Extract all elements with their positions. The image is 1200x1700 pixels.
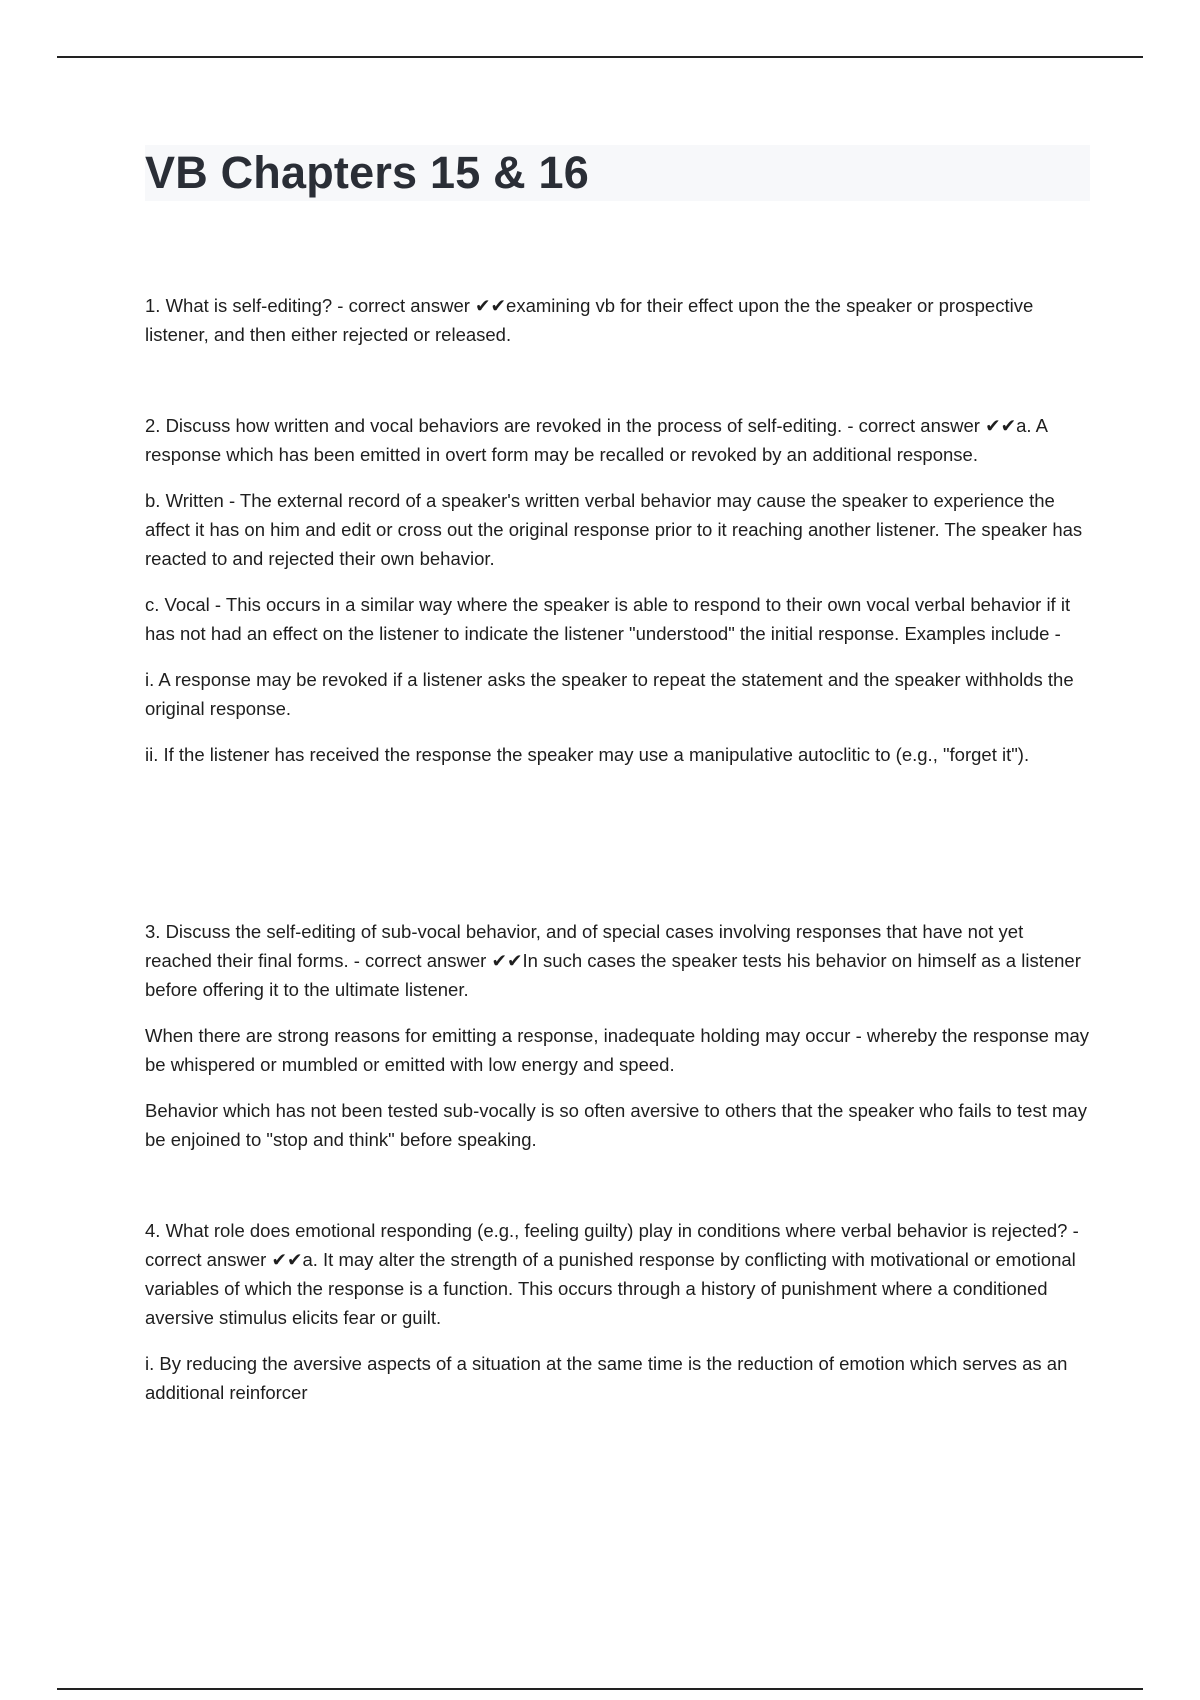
question-3-paragraph-3: Behavior which has not been tested sub-vocally is so often aversive to others that the speaker who fails to test may be enjoined to "stop and think" before speaking.: [145, 1100, 1087, 1150]
question-1: [145, 291, 1090, 366]
question-2-paragraph-2: b. Written - The external record of a speaker's written verbal behavior may cause the speaker to experience the affect it has on him and edit or cross out the original response prior to it reaching another listener. The speaker has reacted to and rejected their own behavior.: [145, 490, 1083, 569]
question-3-paragraph-1: 3. Discuss the self-editing of sub-vocal behavior, and of special cases involving responses that have not yet reached their final forms. - correct answer ✔✔In such cases the speaker tests his behavior on himself as a listener before offering it to the ultimate listener.: [145, 921, 1081, 1000]
question-1-paragraph-1: 1. What is self-editing? - correct answer ✔✔examining vb for their effect upon the the speaker or prospective listener, and then either rejected or released.: [145, 295, 1034, 345]
document-title: VB Chapters 15 & 16: [145, 147, 589, 198]
question-3-paragraph-2: When there are strong reasons for emitting a response, inadequate holding may occur - whereby the response may be whispered or mumbled or emitted with low energy and speed.: [145, 1025, 1090, 1075]
question-4: [145, 1216, 1090, 1424]
question-2-paragraph-4: i. A response may be revoked if a listener asks the speaker to repeat the statement and the speaker withholds the original response.: [145, 669, 1074, 719]
question-2-paragraph-5: ii. If the listener has received the response the speaker may use a manipulative autoclitic to (e.g., "forget it").: [145, 744, 1030, 765]
question-2: [145, 411, 1090, 786]
top-rule: [57, 56, 1143, 58]
question-4-paragraph-1: 4. What role does emotional responding (e.g., feeling guilty) play in conditions where verbal behavior is rejected? - correct answer ✔✔a. It may alter the strength of a punished response by conflicting with motivational or emotional variables of which the response is a function. This occurs through a history of punishment where a conditioned aversive stimulus elicits fear or guilt.: [145, 1220, 1079, 1328]
question-2-paragraph-1: 2. Discuss how written and vocal behaviors are revoked in the process of self-editing. - correct answer ✔✔a. A response which has been emitted in overt form may be recalled or revoked by an additional response.: [145, 415, 1047, 465]
question-2-paragraph-3: c. Vocal - This occurs in a similar way where the speaker is able to respond to their own vocal verbal behavior if it has not had an effect on the listener to indicate the listener "understood" the initial response. Examples include -: [145, 594, 1071, 644]
question-3: [145, 917, 1090, 1171]
question-4-paragraph-2: i. By reducing the aversive aspects of a situation at the same time is the reduction of emotion which serves as an additional reinforcer: [145, 1353, 1068, 1403]
bottom-rule: [57, 1688, 1143, 1690]
